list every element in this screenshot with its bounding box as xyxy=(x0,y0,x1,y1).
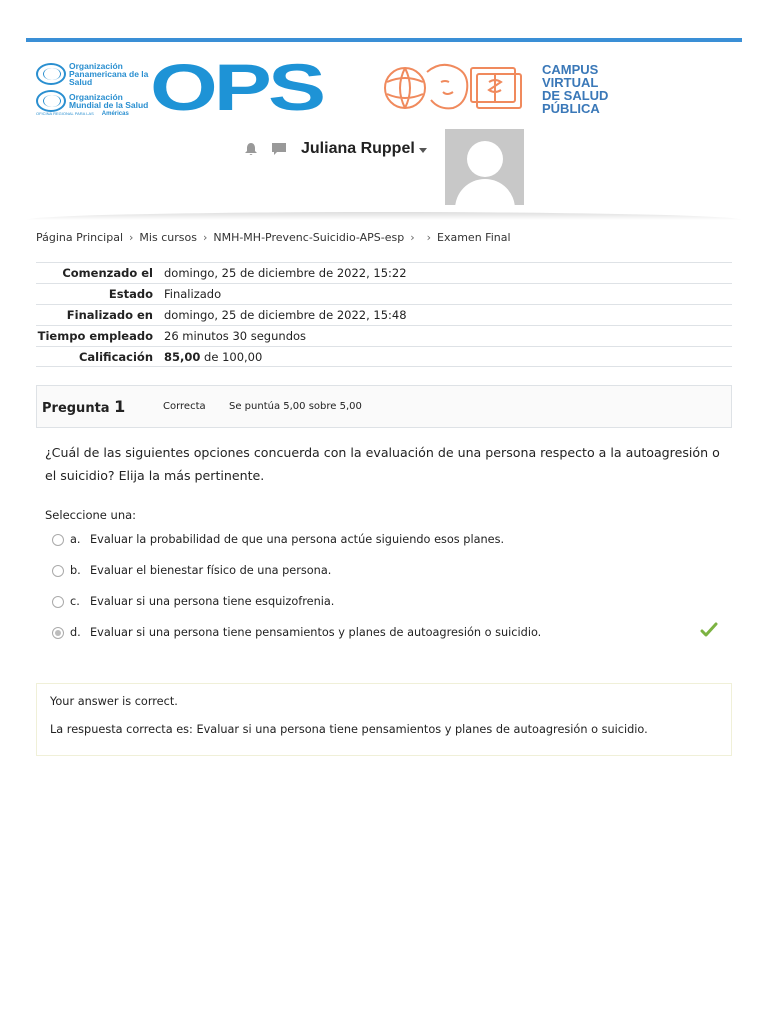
feedback-box xyxy=(36,683,732,756)
chevron-right-icon: › xyxy=(426,231,432,244)
answer-option-d[interactable] xyxy=(52,626,541,639)
attempt-summary-table xyxy=(36,262,732,367)
who-globe-icon xyxy=(36,90,66,112)
campus-virtual-title: CAMPUS VIRTUAL DE SALUD PÚBLICA xyxy=(542,62,609,116)
correct-answer-feedback: La respuesta correcta es: Evaluar si una persona tiene pensamientos y planes de autoagresión o suicidio. xyxy=(50,723,648,736)
summary-value: domingo, 25 de diciembre de 2022, 15:22 xyxy=(164,266,407,280)
option-text: Evaluar la probabilidad de que una persona actúe siguiendo esos planes. xyxy=(90,533,505,546)
paho-globe-icon xyxy=(36,63,66,85)
breadcrumb-course[interactable]: NMH-MH-Prevenc-Suicidio-APS-esp xyxy=(213,231,405,244)
chevron-right-icon: › xyxy=(410,231,415,244)
table-row xyxy=(36,325,732,346)
paho-region: OFICINA REGIONAL PARA LAS Américas xyxy=(36,111,129,117)
header-divider xyxy=(26,212,742,220)
option-letter: d. xyxy=(70,626,81,639)
correct-check-icon xyxy=(700,621,718,639)
top-accent-bar xyxy=(26,38,742,42)
summary-value: Finalizado xyxy=(164,287,222,301)
option-letter: c. xyxy=(70,595,80,608)
option-text: Evaluar si una persona tiene esquizofrenia. xyxy=(90,595,335,608)
option-letter: a. xyxy=(70,533,81,546)
radio-button[interactable] xyxy=(52,565,64,577)
campus-illustration-icon xyxy=(383,60,533,114)
summary-value: 26 minutos 30 segundos xyxy=(164,329,307,343)
table-row xyxy=(36,283,732,304)
table-row xyxy=(36,346,732,367)
question-grade: Se puntúa 5,00 sobre 5,00 xyxy=(229,401,362,412)
avatar[interactable] xyxy=(445,129,524,205)
general-feedback: Your answer is correct. xyxy=(50,695,178,708)
summary-label: Finalizado en xyxy=(66,308,153,322)
breadcrumb xyxy=(36,231,511,244)
summary-value xyxy=(164,350,262,364)
breadcrumb-home[interactable]: Página Principal xyxy=(36,231,124,244)
caret-down-icon[interactable] xyxy=(419,148,427,153)
paho-who-logo[interactable] xyxy=(36,61,149,120)
summary-label: Estado xyxy=(108,287,153,301)
grade-max: de 100,00 xyxy=(200,349,263,364)
radio-button[interactable] xyxy=(52,534,64,546)
user-menu xyxy=(243,140,427,158)
chevron-right-icon: › xyxy=(129,231,134,244)
answer-option-b[interactable] xyxy=(52,564,331,577)
table-row xyxy=(36,262,732,283)
answer-prompt: Seleccione una: xyxy=(45,508,137,522)
question-text: ¿Cuál de las siguientes opciones concuerda con la evaluación de una persona respecto a la autoagresión o el suicidio? Elija la más pertinente. xyxy=(45,445,720,483)
answer-option-c[interactable] xyxy=(52,595,334,608)
question-info-box xyxy=(36,385,732,428)
grade-score: 85,00 xyxy=(164,349,201,364)
breadcrumb-my-courses[interactable]: Mis cursos xyxy=(139,231,197,244)
answer-option-a[interactable] xyxy=(52,533,504,546)
summary-value: domingo, 25 de diciembre de 2022, 15:48 xyxy=(164,308,407,322)
question-state: Correcta xyxy=(163,401,206,412)
user-name[interactable]: Juliana Ruppel xyxy=(301,140,415,157)
summary-label: Tiempo empleado xyxy=(37,329,153,343)
question-title: Pregunta 1 xyxy=(42,397,126,416)
radio-button-selected[interactable] xyxy=(52,627,64,639)
table-row xyxy=(36,304,732,325)
option-letter: b. xyxy=(70,564,81,577)
chevron-right-icon: › xyxy=(202,231,208,244)
radio-button[interactable] xyxy=(52,596,64,608)
notification-bell-icon[interactable] xyxy=(243,141,259,157)
who-name: Organización Mundial de la Salud xyxy=(69,92,149,110)
breadcrumb-exam[interactable]: Examen Final xyxy=(437,231,511,244)
paho-name: Organización Panamericana de la Salud xyxy=(69,61,149,87)
messages-icon[interactable] xyxy=(271,141,287,157)
ops-logo[interactable]: OPS xyxy=(150,50,323,124)
summary-label: Comenzado el xyxy=(62,266,153,280)
summary-label: Calificación xyxy=(78,349,153,364)
option-text: Evaluar el bienestar físico de una persona. xyxy=(90,564,332,577)
option-text: Evaluar si una persona tiene pensamientos y planes de autoagresión o suicidio. xyxy=(90,626,542,639)
